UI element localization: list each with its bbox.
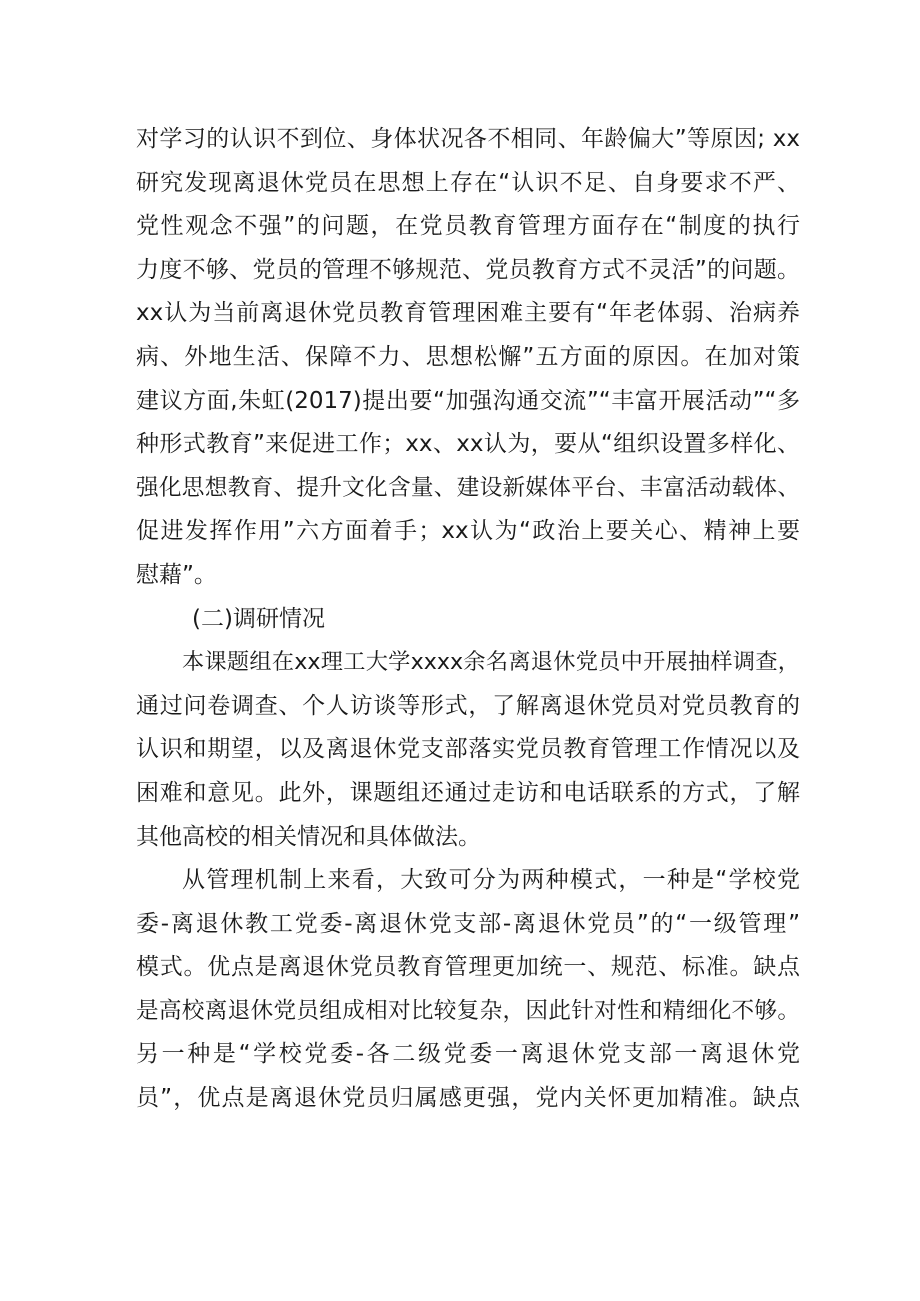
text-line: 通过问卷调查、个人访谈等形式，了解离退休党员对党员教育的 — [136, 692, 800, 719]
text-line: 对学习的认识不到位、身体状况各不相同、年龄偏大”等原因; xx — [136, 126, 800, 152]
text-line: 力度不够、党员的管理不够规范、党员教育方式不灵活”的问题。 — [136, 256, 800, 283]
text-line: 慰藉”。 — [136, 561, 217, 588]
text-line: 强化思想教育、提升文化含量、建设新媒体平台、丰富活动载体、 — [136, 474, 800, 501]
text-line: 种形式教育”来促进工作；xx、xx认为，要从“组织设置多样化、 — [136, 431, 800, 458]
text-line: 困难和意见。此外，课题组还通过走访和电话联系的方式，了解 — [136, 779, 800, 806]
text-line: 促进发挥作用”六方面着手；xx认为“政治上要关心、精神上要 — [136, 518, 800, 545]
text-line: 模式。优点是离退休党员教育管理更加统一、规范、标准。缺点 — [136, 954, 800, 981]
text-line: xx认为当前离退休党员教育管理困难主要有“年老体弱、治病养 — [136, 300, 800, 327]
document-body — [136, 118, 800, 1121]
section-heading: (二)调研情况 — [192, 605, 325, 632]
text-line: 是高校离退休党员组成相对比较复杂，因此针对性和精细化不够。 — [136, 997, 800, 1024]
text-line: 病、外地生活、保障不力、思想松懈”五方面的原因。在加对策 — [136, 343, 800, 370]
text-line: 员”，优点是离退休党员归属感更强，党内关怀更加精准。缺点 — [136, 1085, 800, 1112]
text-line: 委-离退休教工党委-离退休党支部-离退休党员”的“一级管理” — [136, 910, 800, 937]
text-line: 党性观念不强”的问题，在党员教育管理方面存在“制度的执行 — [136, 213, 800, 240]
text-line: 研究发现离退休党员在思想上存在“认识不足、自身要求不严、 — [136, 169, 800, 196]
text-line: 建议方面,朱虹(2017)提出要“加强沟通交流”“丰富开展活动”“多 — [136, 387, 800, 414]
text-line: 认识和期望，以及离退休党支部落实党员教育管理工作情况以及 — [136, 736, 800, 763]
text-line: 本课题组在xx理工大学xxxx余名离退休党员中开展抽样调查， — [182, 649, 800, 676]
text-line: 另一种是“学校党委-各二级党委一离退休党支部一离退休党 — [136, 1041, 800, 1068]
text-line: 从管理机制上来看，大致可分为两种模式，一种是“学校党 — [182, 867, 800, 894]
text-line: 其他高校的相关情况和具体做法。 — [136, 823, 481, 850]
